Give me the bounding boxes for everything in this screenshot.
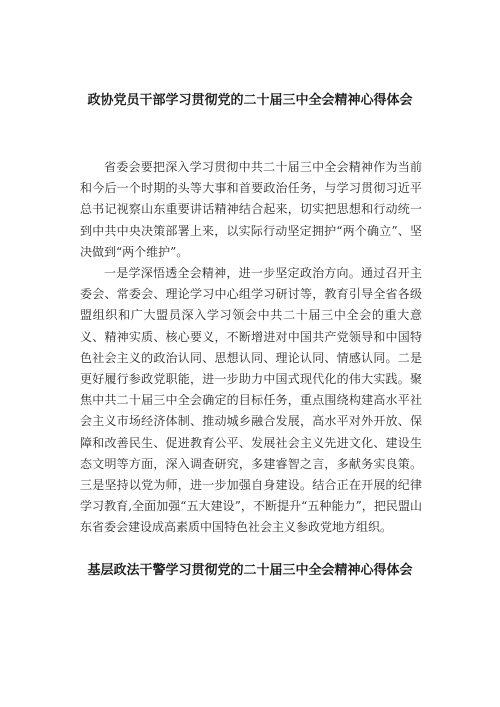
document-title: 政协党员干部学习贯彻党的二十届三中全会精神心得体会	[87, 93, 413, 108]
paragraph: 省委会要把深入学习贯彻中共二十届三中全会精神作为当前和今后一个时期的头等大事和首要政治任务，与学习贯彻习近平总书记视察山东重要讲话精神结合起来，切实把思想和行动统一到中共中央决策部署上来，以实际行动坚定拥护“两个确立”、坚决做到“两个维护”。	[80, 160, 422, 259]
next-section-title: 基层政法干警学习贯彻党的二十届三中全会精神心得体会	[87, 563, 413, 578]
document-body	[80, 157, 422, 539]
paragraph: 一是学深悟透全会精神，进一步坚定政治方向。通过召开主委会、常委会、理论学习中心组学习研讨等，教育引导全省各级盟组织和广大盟员深入学习领会中共二十届三中全会的重大意义、精神实质、核心要义，不断增进对中国共产党领导和中国特色社会主义的政治认同、思想认同、理论认同、情感认同。二是更好履行参政党职能，进一步助力中国式现代化的伟大实践。聚焦中共二十届三中全会确定的目标任务，重点围绕构建高水平社会主义市场经济体制、推动城乡融合发展，高水平对外开放、保障和改善民生、促进教育公平、发展社会主义先进文化、建设生态文明等方面，深入调查研究，多建睿智之言，多献务实良策。三是坚持以党为师，进一步加强自身建设。结合正在开展的纪律学习教育,全面加强“五大建设”，不断提升“五种能力”，把民盟山东省委会建设成高素质中国特色社会主义参政党地方组织。	[80, 266, 422, 535]
